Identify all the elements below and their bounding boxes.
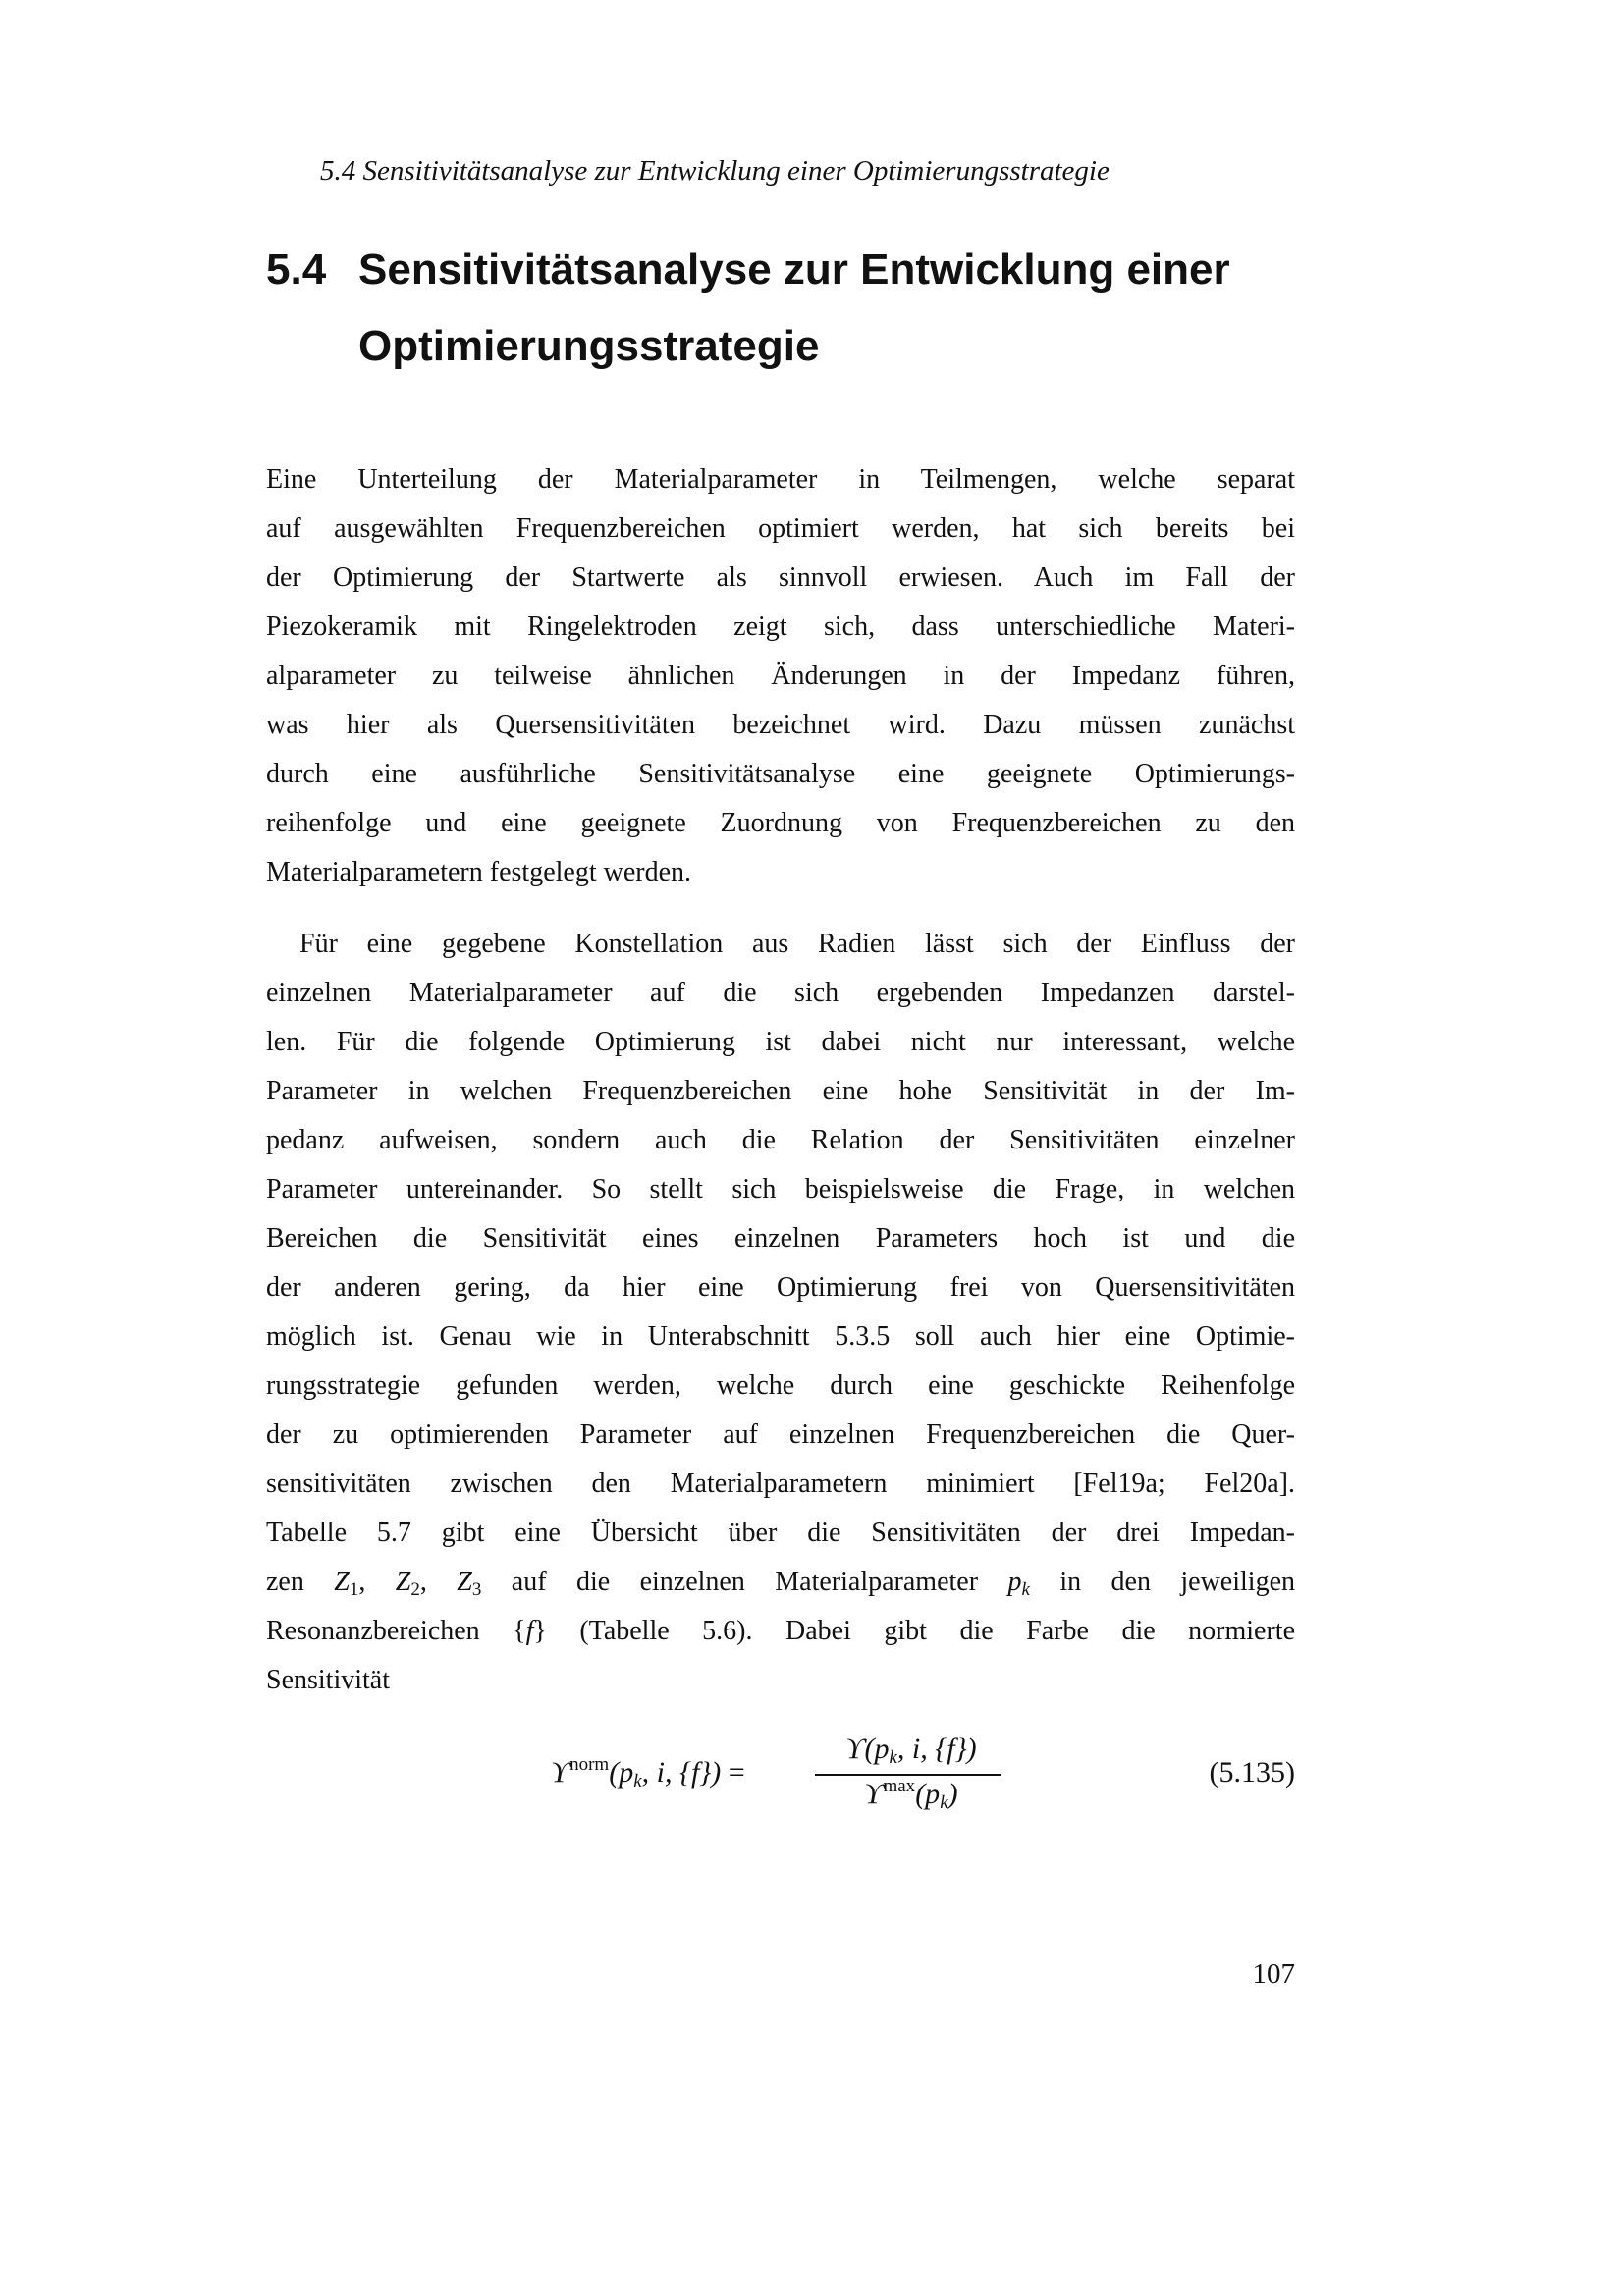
text: auf die einzelnen Materialparameter [481, 1567, 1008, 1597]
subscript: k [1021, 1579, 1030, 1600]
equation-number: (5.135) [1209, 1756, 1295, 1789]
paragraph-1 [266, 455, 1295, 897]
paragraph-2 [266, 920, 1295, 1558]
text-line: Sensitivität [266, 1665, 390, 1695]
text-line: Parameter in welchen Frequenzbereichen eine hohe Sensitivität in der Im- [266, 1076, 1295, 1106]
subscript: 3 [471, 1579, 482, 1600]
text-line: Eine Unterteilung der Materialparameter in Teilmengen, welche separat [266, 464, 1295, 495]
z-symbol: Z [334, 1567, 350, 1597]
z-symbol: Z [457, 1567, 472, 1597]
text-line: einzelnen Materialparameter auf die sich ergebenden Impedanzen darstel- [266, 978, 1295, 1008]
upsilon-symbol: ϒ [551, 1756, 570, 1789]
subscript: k [889, 1747, 897, 1768]
text-line: rungsstrategie gefunden werden, welche durch eine geschickte Reihenfolge [266, 1370, 1295, 1401]
numerator: ϒ(p [845, 1733, 890, 1765]
upsilon-symbol: ϒ [864, 1778, 884, 1810]
subscript: k [633, 1771, 642, 1791]
equation-lhs [551, 1756, 745, 1789]
f-symbol: f [525, 1616, 534, 1646]
z-symbol: Z [395, 1567, 411, 1597]
text-line: durch eine ausführliche Sensitivitätsanalyse eine geeignete Optimierungs- [266, 759, 1295, 789]
text-line: der anderen gering, da hier eine Optimierung frei von Quersensitivitäten [266, 1272, 1295, 1303]
text-line: der zu optimierenden Parameter auf einzelnen Frequenzbereichen die Quer- [266, 1419, 1295, 1450]
subscript: 1 [349, 1579, 359, 1600]
args: , i, {f}) [641, 1756, 722, 1789]
running-head: 5.4 Sensitivitätsanalyse zur Entwicklung einer Optimierungsstrategie [320, 155, 1110, 187]
text-line [266, 1558, 1295, 1607]
superscript: norm [569, 1754, 610, 1775]
text-line: Parameter untereinander. So stellt sich beispielsweise die Frage, in welchen [266, 1174, 1295, 1204]
text-line: reihenfolge und eine geeignete Zuordnung von Frequenzbereichen zu den [266, 808, 1295, 838]
equals: = [721, 1756, 745, 1789]
fraction-numerator [818, 1733, 1004, 1766]
text-line: auf ausgewählten Frequenzbereichen optimiert werden, hat sich bereits bei [266, 513, 1295, 544]
text-line: der Optimierung der Startwerte als sinnvoll erwiesen. Auch im Fall der [266, 562, 1295, 593]
args: ) [947, 1778, 958, 1810]
text: , [419, 1567, 458, 1597]
text: zen [266, 1567, 335, 1597]
subscript: 2 [410, 1579, 420, 1600]
section-title-line2: Optimierungsstrategie [358, 322, 820, 370]
section-title-line1: Sensitivitätsanalyse zur Entwicklung einer [358, 245, 1230, 294]
text-line: möglich ist. Genau wie in Unterabschnitt 5.3.5 soll auch hier eine Optimie- [266, 1321, 1295, 1352]
text-line: len. Für die folgende Optimierung ist dabei nicht nur interessant, welche [266, 1027, 1295, 1057]
superscript: max [883, 1776, 916, 1796]
text-line: Piezokeramik mit Ringelektroden zeigt sich, dass unterschiedliche Materi- [266, 612, 1295, 642]
text-line: alparameter zu teilweise ähnlichen Änderungen in der Impedanz führen, [266, 661, 1295, 691]
section-number: 5.4 [266, 245, 327, 294]
equation [266, 1733, 1295, 1821]
text-line: Tabelle 5.7 gibt eine Übersicht über die Sensitivitäten der drei Impedan- [266, 1518, 1295, 1548]
text: Resonanzbereichen { [266, 1616, 526, 1646]
args: (p [915, 1778, 941, 1810]
text: } (Tabelle 5.6). Dabei gibt die Farbe die normierte [533, 1616, 1296, 1646]
p-symbol: p [1007, 1567, 1022, 1597]
text-line: sensitivitäten zwischen den Materialparametern minimiert [Fel19a; Fel20a]. [266, 1468, 1295, 1499]
page-number: 107 [1252, 1958, 1295, 1990]
text: in den jeweiligen [1029, 1567, 1295, 1597]
text-line: Materialparametern festgelegt werden. [266, 857, 692, 887]
args: (p [609, 1756, 634, 1789]
text-line: Für eine gegebene Konstellation aus Radien lässt sich der Einfluss der [299, 929, 1295, 959]
fraction-denominator [818, 1778, 1004, 1811]
text-line: pedanz aufweisen, sondern auch die Relation der Sensitivitäten einzelner [266, 1125, 1295, 1155]
paragraph-2-math-lines [266, 1558, 1295, 1705]
text: , [358, 1567, 396, 1597]
text-line: was hier als Quersensitivitäten bezeichnet wird. Dazu müssen zunächst [266, 710, 1295, 740]
subscript: k [940, 1792, 948, 1813]
text-line: Bereichen die Sensitivität eines einzelnen Parameters hoch ist und die [266, 1223, 1295, 1254]
numerator: , i, {f}) [896, 1733, 977, 1765]
text-line [266, 1607, 1295, 1656]
